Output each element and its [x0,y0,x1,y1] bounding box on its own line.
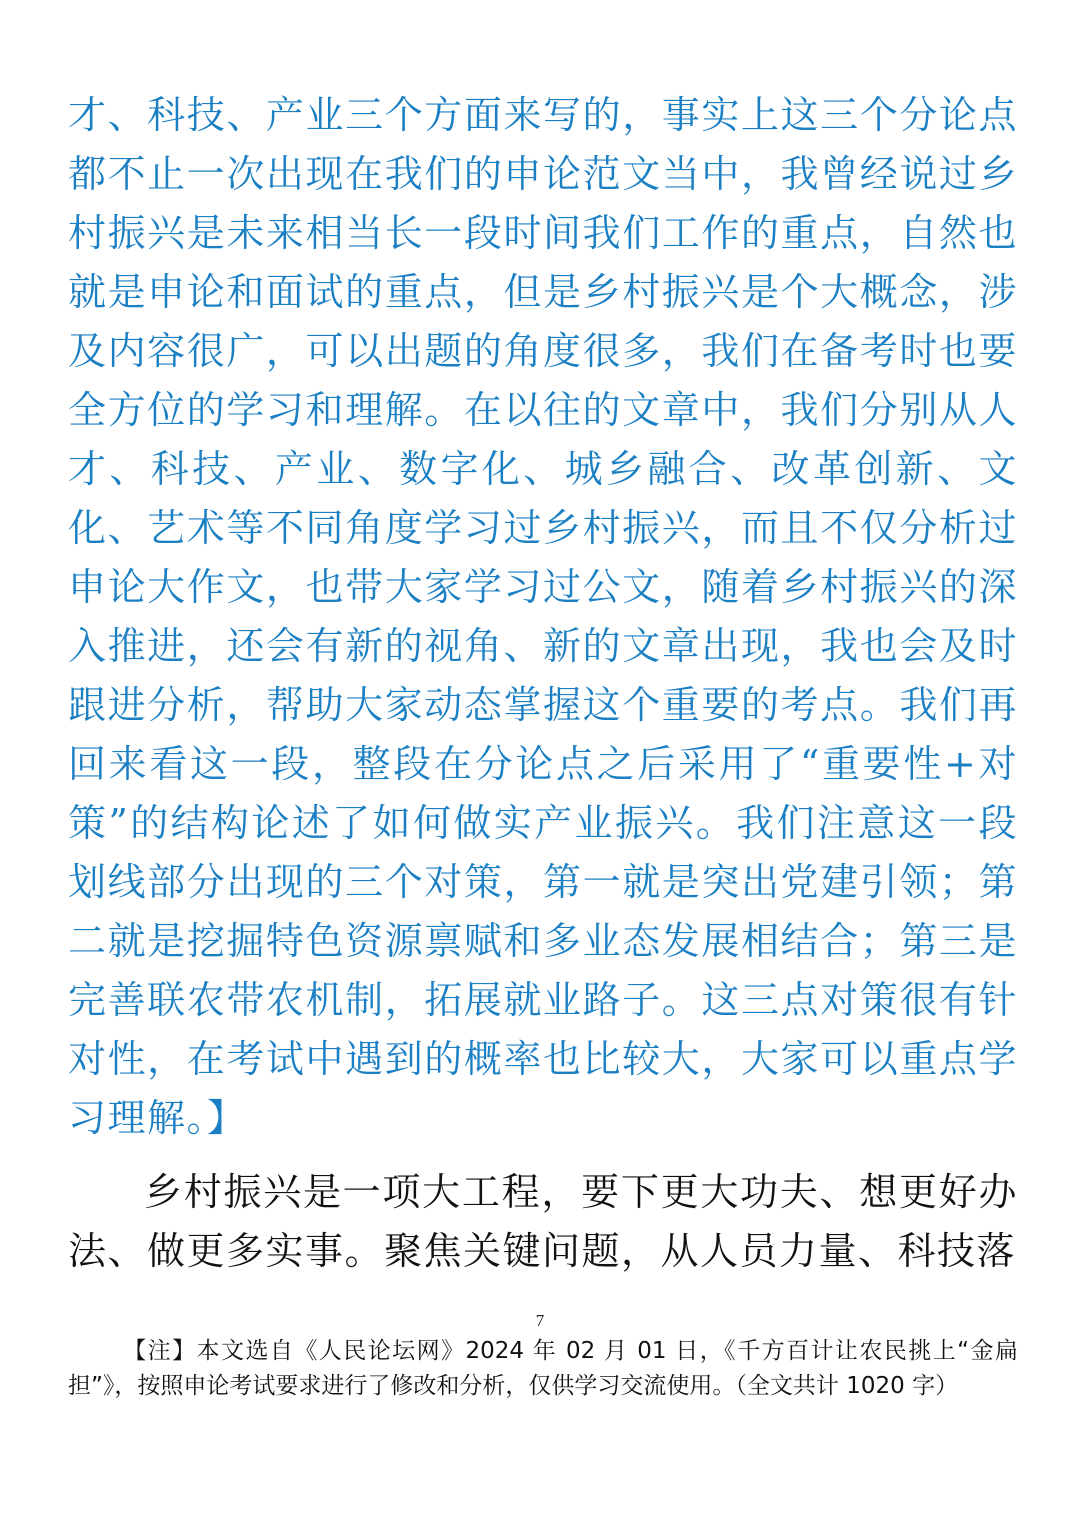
analysis-paragraph: 才、科技、产业三个方面来写的，事实上这三个分论点都不止一次出现在我们的申论范文当中，我曾经说过乡村振兴是未来相当长一段时间我们工作的重点，自然也就是申论和面试的重点，但是乡村振兴是个大概念，涉及内容很广，可以出题的角度很多，我们在备考时也要全方位的学习和理解。在以往的文章中，我们分别从人才、科技、产业、数字化、城乡融合、改革创新、文化、艺术等不同角度学习过乡村振兴，而且不仅分析过申论大作文，也带大家学习过公文，随着乡村振兴的深入推进，还会有新的视角、新的文章出现，我也会及时跟进分析，帮助大家动态掌握这个重要的考点。我们再回来看这一段，整段在分论点之后采用了“重要性+对策”的结构论述了如何做实产业振兴。我们注意这一段划线部分出现的三个对策，第一就是突出党建引领；第二就是挖掘特色资源禀赋和多业态发展相结合；第三是完善联农带农机制，拓展就业路子。这三点对策很有针对性，在考试中遇到的概率也比较大，大家可以重点学习理解。】 [68,93,1018,1140]
footnote: 【注】本文选自《人民论坛网》2024 年 02 月 01 日，《千方百计让农民挑上“金扁担”》，按照申论考试要求进行了修改和分析，仅供学习交流使用。（全文共计 1020 字） [68,1338,1018,1399]
page-number: 7 [535,1311,545,1330]
body-paragraph: 乡村振兴是一项大工程，要下更大功夫、想更好办法、做更多实事。聚焦关键问题，从人员力量、科技落 [68,1170,1018,1273]
